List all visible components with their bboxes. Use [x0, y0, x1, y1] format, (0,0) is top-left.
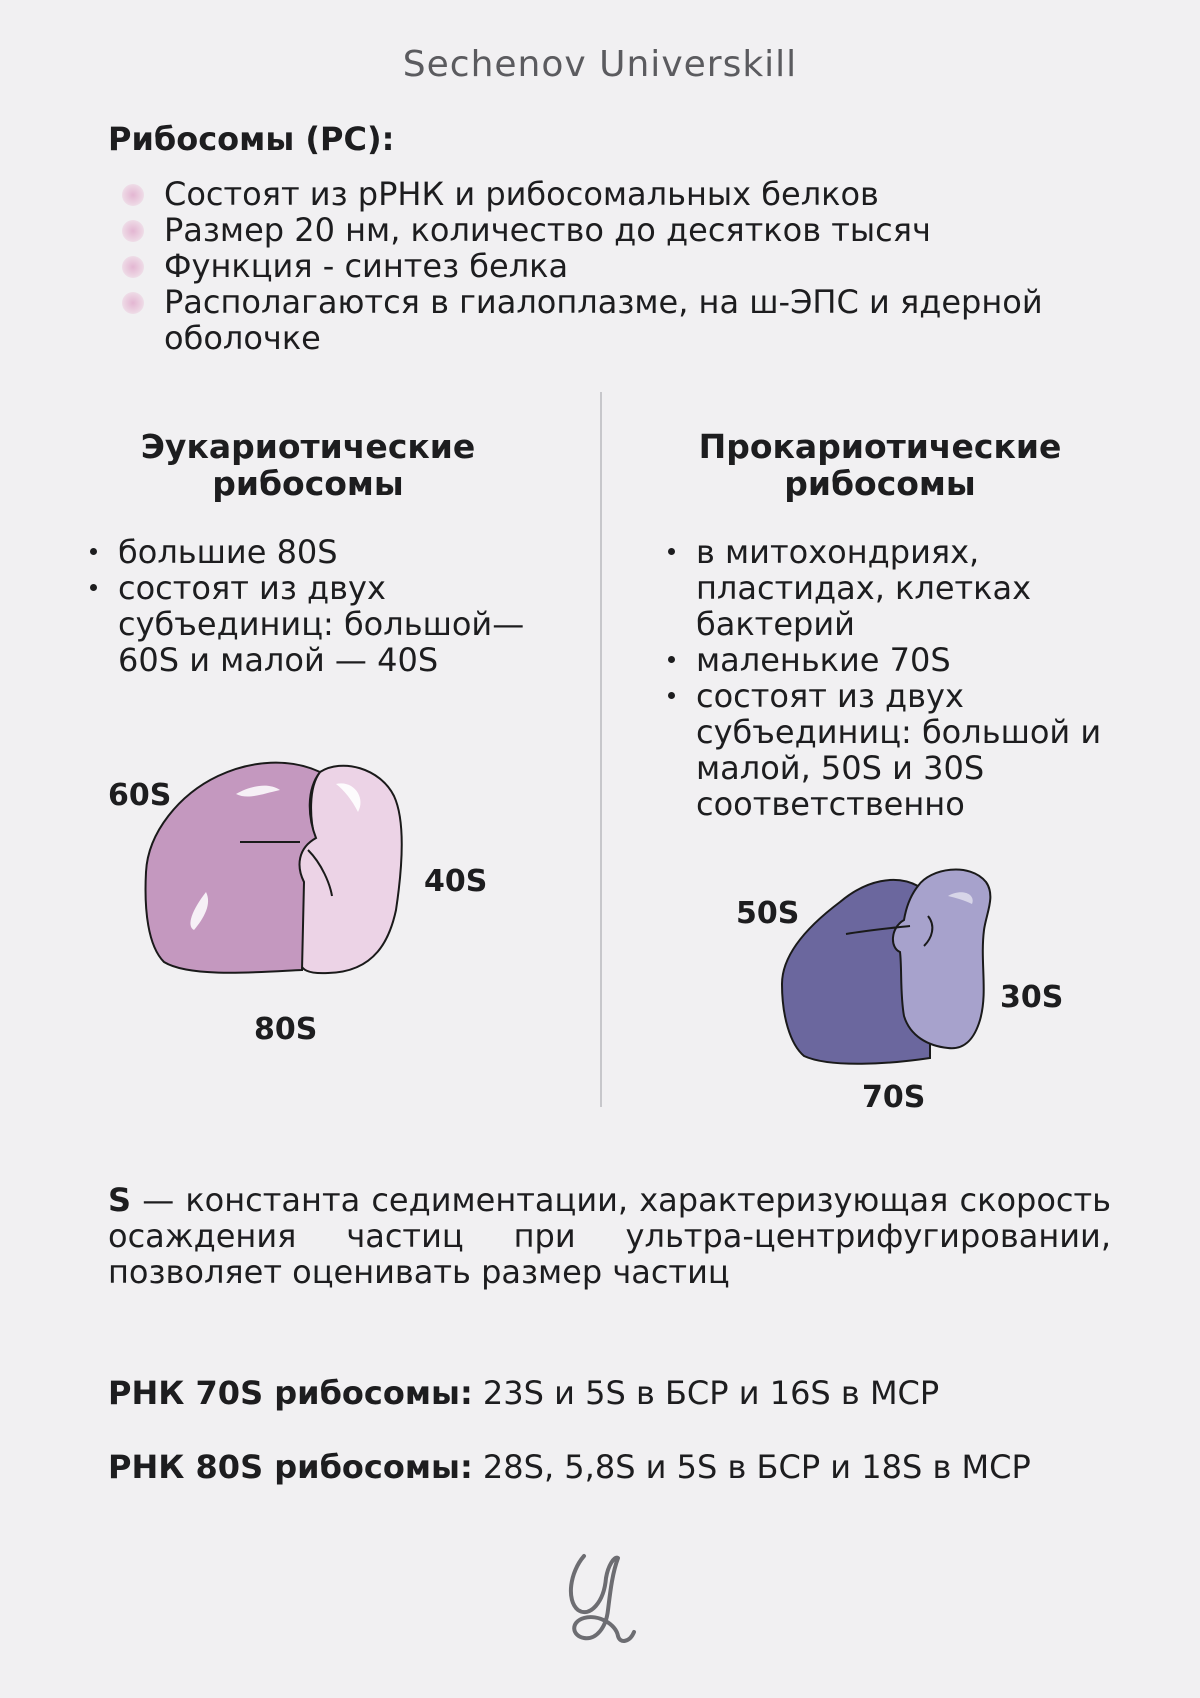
rna-80S-line — [108, 1448, 1031, 1486]
sedimentation-note — [108, 1182, 1111, 1290]
bullet-dot — [122, 256, 144, 278]
eukaryotic-ribosome-diagram — [140, 760, 420, 980]
brand-title: Sechenov Universkill — [402, 44, 798, 85]
list-item: Располагаются в гиалоплазме, на ш-ЭПС и ядерной оболочке — [122, 284, 1122, 356]
prokaryotic-ribosome-diagram — [780, 866, 1000, 1066]
label-30S: 30S — [1000, 980, 1064, 1015]
list-item: Размер 20 нм, количество до десятков тысяч — [122, 212, 1122, 248]
label-60S: 60S — [108, 778, 172, 813]
rna-value: 23S и 5S в БСР и 16S в МСР — [472, 1374, 940, 1412]
prokaryotic-list — [666, 534, 1126, 822]
note-text: — константа седиментации, характеризующая скорость осаждения частиц при ультра-центрифугировании, позволяет оценивать размер частиц — [108, 1181, 1111, 1291]
list-item: в митохондриях, пластидах, клетках бактерий — [666, 534, 1126, 642]
label-70S: 70S — [862, 1080, 926, 1115]
eukaryotic-title: Эукариотические рибосомы — [140, 427, 476, 503]
label-50S: 50S — [736, 896, 800, 931]
list-item: состоят из двух субъединиц: большой— 60S и малой — 40S — [88, 570, 548, 678]
list-item: Функция - синтез белка — [122, 248, 1122, 284]
rna-label: РНК 80S рибосомы: — [108, 1448, 473, 1486]
large-subunit-60S — [146, 763, 320, 973]
rna-70S-line — [108, 1374, 939, 1412]
eukaryotic-list — [88, 534, 548, 678]
list-item: Состоят из рРНК и рибосомальных белков — [122, 176, 1122, 212]
note-term: S — [108, 1181, 132, 1219]
label-40S: 40S — [424, 864, 488, 899]
logo-icon — [560, 1548, 644, 1648]
label-80S: 80S — [254, 1012, 318, 1047]
bullet-dot — [122, 292, 144, 314]
prokaryotic-title: Прокариотические рибосомы — [698, 427, 1062, 503]
rna-value: 28S, 5,8S и 5S в БСР и 18S в МСР — [472, 1448, 1031, 1486]
list-item: маленькие 70S — [666, 642, 1126, 678]
column-divider — [600, 392, 602, 1107]
list-item: большие 80S — [88, 534, 548, 570]
bullet-dot — [122, 184, 144, 206]
ribosome-facts-list — [122, 176, 1122, 356]
bullet-dot — [122, 220, 144, 242]
rna-label: РНК 70S рибосомы: — [108, 1374, 473, 1412]
list-item: состоят из двух субъединиц: большой и малой, 50S и 30S соответственно — [666, 678, 1126, 822]
ribosomes-heading: Рибосомы (РС): — [108, 120, 395, 158]
